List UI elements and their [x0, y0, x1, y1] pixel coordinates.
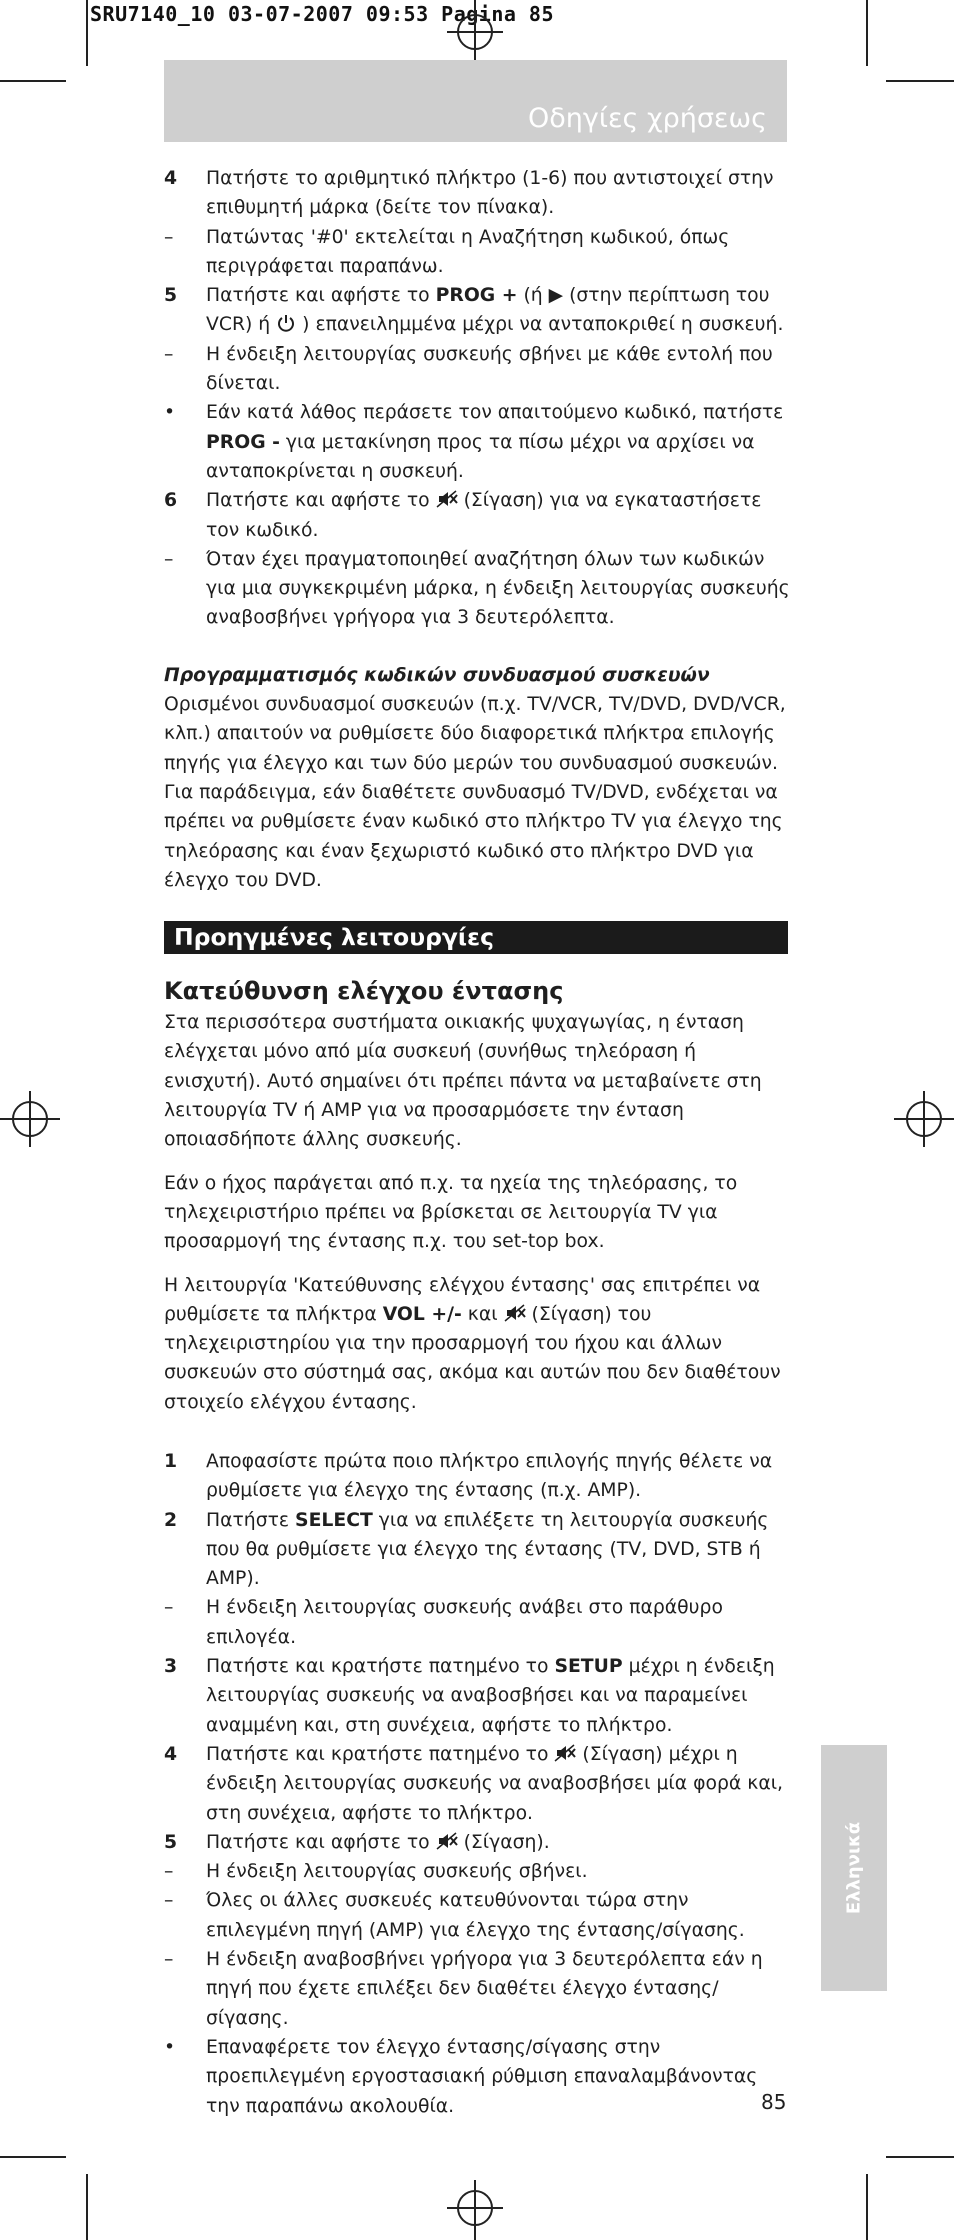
standby-icon	[276, 313, 296, 333]
list-item: – Όταν έχει πραγματοποιηθεί αναζήτηση όλων των κωδικών για μια συγκεκριμένη μάρκα, η ένδειξη λειτουργίας συσκευής αναβοσβήνει γρήγορα για 3 δευτερόλεπτα.	[164, 548, 790, 629]
list-item: 3 Πατήστε και κρατήστε πατημένο το SETUP μέχρι η ένδειξη λειτουργίας συσκευής να αναβοσβήσει και να παραμείνει αναμμένη και, στη συνέχεια, αφήστε το πλήκτρο.	[164, 1656, 775, 1736]
key-label: SELECT	[295, 1509, 373, 1531]
mute-icon	[504, 1303, 526, 1323]
page-title: Οδηγίες χρήσεως	[527, 103, 767, 134]
list-item: 1 Αποφασίστε πρώτα ποιο πλήκτρο επιλογής πηγής θέλετε να ρυθμίσετε για έλεγχο της έντασης (π.χ. AMP).	[164, 1450, 773, 1502]
crop-mark	[0, 2156, 66, 2158]
list-item: – Η ένδειξη λειτουργίας συσκευής σβήνει.	[164, 1861, 588, 1883]
main-content	[164, 164, 794, 2121]
key-label: SETUP	[554, 1656, 623, 1678]
print-header: SRU7140_10 03-07-2007 09:53 Pagina 85	[90, 2, 555, 26]
language-label: Ελληνικά	[843, 1821, 865, 1915]
title-band	[164, 60, 787, 142]
list-item: – Πατώντας '#0' εκτελείται η Αναζήτηση κωδικού, όπως περιγράφεται παραπάνω.	[164, 226, 730, 277]
list-item: – Η ένδειξη λειτουργίας συσκευής ανάβει στο παράθυρο επιλογέα.	[164, 1597, 723, 1648]
list-item: – Η ένδειξη λειτουργίας συσκευής σβήνει με κάθε εντολή που δίνεται.	[164, 343, 773, 395]
mute-icon	[436, 1831, 458, 1851]
crop-mark	[0, 80, 66, 82]
paragraph: Στα περισσότερα συστήματα οικιακής ψυχαγωγίας, η ένταση ελέγχεται μόνο από μία συσκευή (συνήθως τηλεόραση ή ενισχυτή). Αυτό σημαίνει ότι πρέπει πάντα να μεταβαίνετε στη λειτουργία TV ή AMP για να προσαρμόσετε την ένταση οποιασδήποτε άλλης συσκευής.	[164, 1012, 762, 1151]
section-heading: Κατεύθυνση ελέγχου έντασης	[164, 977, 564, 1006]
list-item: 2 Πατήστε SELECT για να επιλέξετε τη λειτουργία συσκευής που θα ρυθμίσετε για έλεγχο της έντασης (TV, DVD, STB ή AMP).	[164, 1509, 769, 1590]
list-item: 5 Πατήστε και αφήστε το (Σίγαση).	[164, 1831, 550, 1853]
mute-icon	[554, 1743, 576, 1763]
section-subheading: Προγραμματισμός κωδικών συνδυασμού συσκευών	[164, 664, 710, 686]
crop-mark	[866, 2174, 868, 2240]
key-label: PROG -	[206, 431, 280, 453]
key-label: VOL +/-	[382, 1303, 462, 1325]
list-item: • Εάν κατά λάθος περάσετε τον απαιτούμενο κωδικό, πατήστε PROG - για μετακίνηση προς τα πίσω μέχρι να αρχίσει να ανταποκρίνεται η συσκευή.	[164, 402, 784, 482]
crop-mark	[886, 2156, 954, 2158]
paragraph: Η λειτουργία 'Κατεύθυνσης ελέγχου έντασης' σας επιτρέπει να ρυθμίσετε τα πλήκτρα VOL +/- και (Σίγαση) του τηλεχειριστηρίου για την προσαρμογή του ήχου και άλλων συσκευών στο σύστημά σας, ακόμα και αυτών που δεν διαθέτουν στοιχείο ελέγχου έντασης.	[164, 1274, 781, 1413]
list-item: 5 Πατήστε και αφήστε το PROG + (ή ▶ (στην περίπτωση του VCR) ή ) επανειλημμένα μέχρι να ανταποκριθεί η συσκευή.	[164, 285, 784, 336]
list-item: – Η ένδειξη αναβοσβήνει γρήγορα για 3 δευτερόλεπτα εάν η πηγή που έχετε επιλέξει δεν διαθέτει έλεγχο έντασης/σίγασης.	[164, 1949, 763, 2029]
language-side-tab	[821, 1745, 887, 1991]
registration-mark-icon	[443, 0, 507, 64]
list-item: – Όλες οι άλλες συσκευές κατευθύνονται τώρα στην επιλεγμένη πηγή (AMP) για έλεγχο της έντασης/σίγασης.	[164, 1890, 745, 1941]
crop-mark	[86, 0, 88, 66]
registration-mark-icon	[890, 1087, 954, 1151]
mute-icon	[436, 489, 458, 509]
paragraph: Ορισμένοι συνδυασμοί συσκευών (π.χ. TV/VCR, TV/DVD, DVD/VCR, κλπ.) απαιτούν να ρυθμίσετε δύο διαφορετικά πλήκτρα επιλογής πηγής για έλεγχο και των δύο μερών του συνδυασμού συσκευών. Για παράδειγμα, εάν διαθέτετε συνδυασμό TV/DVD, ενδέχεται να πρέπει να ρυθμίσετε έναν κωδικό στο πλήκτρο TV για έλεγχο της τηλεόρασης και έναν ξεχωριστό κωδικό στο πλήκτρο DVD για έλεγχο του DVD.	[164, 694, 786, 891]
paragraph: Εάν ο ήχος παράγεται από π.χ. τα ηχεία της τηλεόρασης, το τηλεχειριστήριο πρέπει να βρίσκεται σε λειτουργία TV για προσαρμογή της έντασης π.χ. του set-top box.	[164, 1172, 738, 1253]
list-item: • Επαναφέρετε τον έλεγχο έντασης/σίγασης στην προεπιλεγμένη εργοστασιακή ρύθμιση επαναλαμβάνοντας την παραπάνω ακολουθία.	[164, 2036, 758, 2117]
play-icon: ▶	[548, 285, 564, 307]
page-number: 85	[761, 2090, 787, 2114]
list-item: 4 Πατήστε και κρατήστε πατημένο το (Σίγαση) μέχρι η ένδειξη λειτουργίας συσκευής να αναβοσβήσει μία φορά και, στη συνέχεια, αφήστε το πλήκτρο.	[164, 1743, 784, 1824]
key-label: PROG +	[435, 285, 518, 307]
crop-mark	[866, 0, 868, 66]
crop-mark	[86, 2174, 88, 2240]
section-heading-bar: Προηγμένες λειτουργίες	[164, 921, 788, 954]
list-item: 6 Πατήστε και αφήστε το (Σίγαση) για να εγκαταστήσετε τον κωδικό.	[164, 490, 762, 541]
registration-mark-icon	[443, 2176, 507, 2240]
list-item: 4 Πατήστε το αριθμητικό πλήκτρο (1-6) που αντιστοιχεί στην επιθυμητή μάρκα (δείτε τον πίνακα).	[164, 168, 774, 219]
registration-mark-icon	[0, 1087, 64, 1151]
crop-mark	[886, 80, 954, 82]
